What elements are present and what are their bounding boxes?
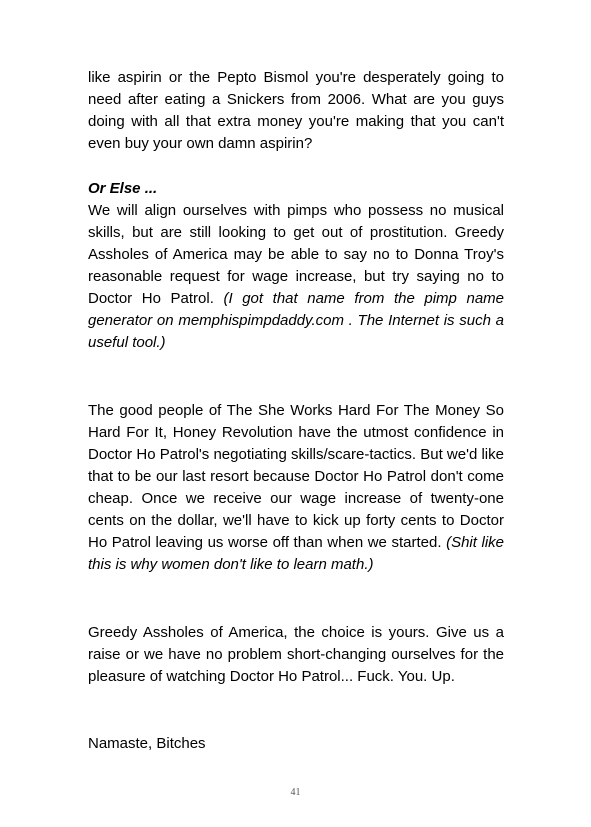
paragraph-choice-text: Greedy Assholes of America, the choice is yours. Give us a raise or we have no problem short-changing ourselves for the pleasure of watching Doctor Ho Patrol... Fuck. You. Up. <box>88 624 504 685</box>
paragraph-aspirin-text: like aspirin or the Pepto Bismol you're desperately going to need after eating a Snickers from 2006. What are you guys doing with all that extra money you're making that you can't even buy your own damn aspirin? <box>88 69 504 152</box>
paragraph-align-with-pimps <box>88 200 504 354</box>
paragraph-align-with-pimps-aside: (I got that name from the pimp name generator on memphispimpdaddy.com . The Internet is such a useful tool.) <box>88 290 504 351</box>
signoff <box>88 733 504 755</box>
paragraph-good-people-body <box>88 400 504 576</box>
paragraph-good-people-aside: (Shit like this is why women don't like to learn math.) <box>88 534 504 573</box>
paragraph-aspirin <box>88 67 504 155</box>
paragraph-choice <box>88 622 504 688</box>
page-number: 41 <box>290 787 301 798</box>
paragraph-good-people-text: The good people of The She Works Hard For The Money So Hard For It, Honey Revolution have the utmost confidence in Doctor Ho Patrol's negotiating skills/scare-tactics. But we'd like that to be our last resort because Doctor Ho Patrol don't come cheap. Once we receive our wage increase of twenty-one cents on the dollar, we'll have to kick up forty cents to Doctor Ho Patrol leaving us worse off than when we started. <box>88 402 504 551</box>
section-heading-or-else: Or Else ... <box>88 180 158 197</box>
paragraph-align-with-pimps-text: We will align ourselves with pimps who possess no musical skills, but are still looking to get out of prostitution. Greedy Assholes of America may be able to say no to Donna Troy's reasonable request for wage increase, but try saying no to Doctor Ho Patrol. <box>88 202 504 307</box>
paragraph-align-with-pimps-body <box>88 200 504 354</box>
signoff-text: Namaste, Bitches <box>88 735 206 752</box>
paragraph-good-people <box>88 400 504 576</box>
